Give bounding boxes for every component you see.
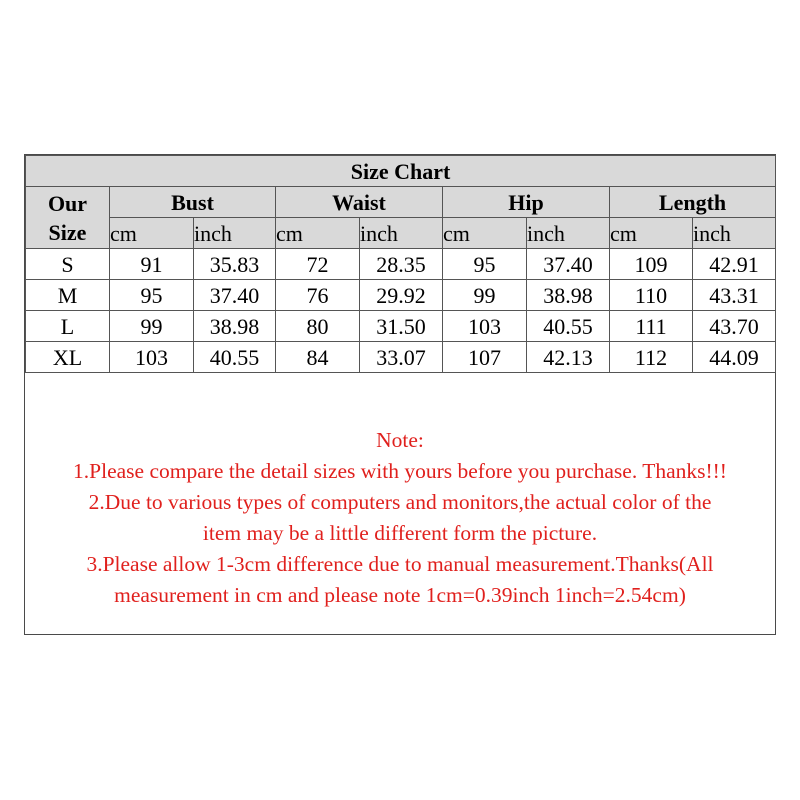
table-cell: 31.50 [360, 311, 443, 342]
size-chart-sheet [24, 154, 776, 635]
unit-label-cm: cm [276, 218, 360, 249]
table-cell: 107 [443, 342, 527, 373]
table-cell: 72 [276, 249, 360, 280]
our-size-header [26, 187, 110, 249]
group-header-length: Length [610, 187, 776, 218]
unit-label-inch: inch [194, 218, 276, 249]
size-chart-table [25, 155, 776, 373]
table-cell: 40.55 [194, 342, 276, 373]
table-cell: 99 [110, 311, 194, 342]
table-cell: 91 [110, 249, 194, 280]
table-cell: 99 [443, 280, 527, 311]
group-header-waist: Waist [276, 187, 443, 218]
unit-label-cm: cm [443, 218, 527, 249]
table-cell: 95 [110, 280, 194, 311]
group-header-bust: Bust [110, 187, 276, 218]
size-label: L [26, 311, 110, 342]
table-cell: 43.31 [693, 280, 776, 311]
table-cell: 80 [276, 311, 360, 342]
notes-section [25, 425, 775, 611]
table-cell: 28.35 [360, 249, 443, 280]
note-line: 3.Please allow 1-3cm difference due to manual measurement.Thanks(All [86, 552, 714, 576]
table-row [26, 280, 776, 311]
table-cell: 103 [110, 342, 194, 373]
table-cell: 95 [443, 249, 527, 280]
unit-label-inch: inch [360, 218, 443, 249]
title-row [26, 156, 776, 187]
group-header-row [26, 187, 776, 218]
unit-label-cm: cm [610, 218, 693, 249]
unit-label-cm: cm [110, 218, 194, 249]
table-cell: 43.70 [693, 311, 776, 342]
table-title: Size Chart [26, 156, 776, 187]
our-size-label-line1: Our [47, 190, 88, 216]
table-row [26, 249, 776, 280]
table-cell: 76 [276, 280, 360, 311]
table-cell: 42.91 [693, 249, 776, 280]
table-cell: 112 [610, 342, 693, 373]
group-header-hip: Hip [443, 187, 610, 218]
table-cell: 29.92 [360, 280, 443, 311]
table-cell: 38.98 [194, 311, 276, 342]
table-row [26, 311, 776, 342]
note-line: measurement in cm and please note 1cm=0.39inch 1inch=2.54cm) [114, 583, 686, 607]
table-cell: 110 [610, 280, 693, 311]
unit-label-inch: inch [527, 218, 610, 249]
table-cell: 35.83 [194, 249, 276, 280]
unit-header-row [26, 218, 776, 249]
table-cell: 37.40 [527, 249, 610, 280]
table-row [26, 342, 776, 373]
table-cell: 84 [276, 342, 360, 373]
notes-heading: Note: [376, 428, 424, 452]
note-line: 2.Due to various types of computers and monitors,the actual color of the [88, 490, 712, 514]
table-cell: 109 [610, 249, 693, 280]
our-size-label-line2: Size [48, 219, 87, 245]
size-label: M [26, 280, 110, 311]
table-cell: 40.55 [527, 311, 610, 342]
table-cell: 111 [610, 311, 693, 342]
size-label: XL [26, 342, 110, 373]
table-cell: 38.98 [527, 280, 610, 311]
table-cell: 103 [443, 311, 527, 342]
table-cell: 33.07 [360, 342, 443, 373]
unit-label-inch: inch [693, 218, 776, 249]
table-cell: 42.13 [527, 342, 610, 373]
table-cell: 44.09 [693, 342, 776, 373]
note-line: 1.Please compare the detail sizes with yours before you purchase. Thanks!!! [73, 459, 727, 483]
table-cell: 37.40 [194, 280, 276, 311]
size-label: S [26, 249, 110, 280]
note-line: item may be a little different form the picture. [202, 521, 598, 545]
